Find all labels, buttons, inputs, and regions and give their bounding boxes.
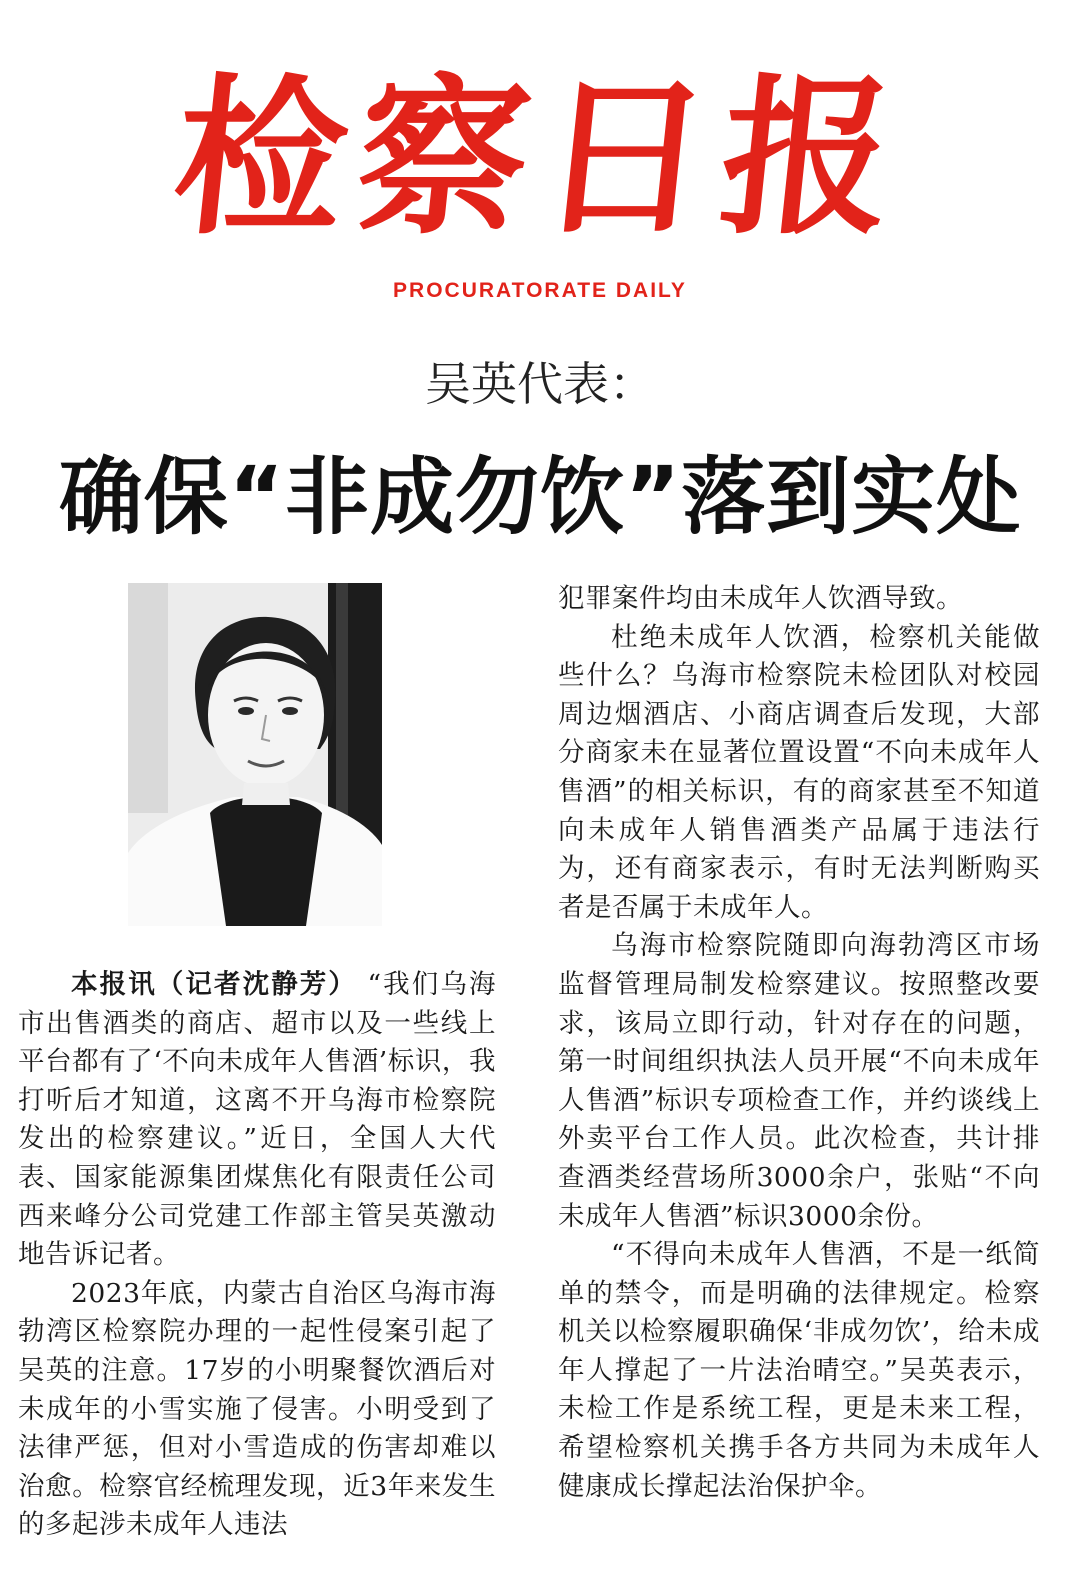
- article-paragraph-2: 2023年底，内蒙古自治区乌海市海勃湾区检察院办理的一起性侵案引起了吴英的注意。17岁的小明聚餐饮酒后对未成年的小雪实施了侵害。小明受到了法律严惩，但对小雪造成的伤害却难以治愈。检察官经梳理发现，近3年来发生的多起涉未成年人违法: [18, 1277, 496, 1541]
- article-left-column: [18, 966, 496, 1545]
- newspaper-english-name: PROCURATORATE DAILY: [393, 279, 687, 302]
- portrait-photo: [128, 583, 382, 926]
- article-paragraph-1: [18, 966, 496, 1275]
- article-paragraph-3: 杜绝未成年人饮酒，检察机关能做些什么？乌海市检察院未检团队对校园周边烟酒店、小商店调查后发现，大部分商家未在显著位置设置“不向未成年人售酒”的相关标识，有的商家甚至不知道向未成年人销售酒类产品属于违法行为，还有商家表示，有时无法判断购买者是否属于未成年人。: [558, 621, 1040, 923]
- article-right-column: [558, 580, 1040, 1506]
- article-byline: 本报讯（记者沈静芳）: [71, 969, 357, 1000]
- article-kicker: 吴英代表：: [425, 357, 655, 411]
- article-paragraph-4: 乌海市检察院随即向海勃湾区市场监督管理局制发检察建议。按照整改要求，该局立即行动，针对存在的问题，第一时间组织执法人员开展“不向未成年人售酒”标识专项检查工作，并约谈线上外卖平台工作人员。此次检查，共计排查酒类经营场所3000余户，张贴“不向未成年人售酒”标识3000余份。: [558, 930, 1040, 1232]
- newspaper-logo: 检察日报: [165, 57, 915, 258]
- article-paragraph-5: “不得向未成年人售酒，不是一纸简单的禁令，而是明确的法律规定。检察机关以检察履职确保‘非成勿饮’，给未成年人撑起了一片法治晴空。”吴英表示，未检工作是系统工程，更是未来工程，希望检察机关携手各方共同为未成年人健康成长撑起法治保护伞。: [558, 1239, 1040, 1502]
- article-paragraph-1-text: “我们乌海市出售酒类的商店、超市以及一些线上平台都有了‘不向未成年人售酒’标识，我打听后才知道，这离不开乌海市检察院发出的检察建议。”近日，全国人大代表、国家能源集团煤焦化有限责任公司西来峰分公司党建工作部主管吴英激动地告诉记者。: [18, 969, 496, 1271]
- article-headline: 确保“非成勿饮”落到实处: [58, 448, 1022, 546]
- article-paragraph-2-continued: 犯罪案件均由未成年人饮酒导致。: [558, 583, 963, 614]
- portrait-photo-icon: [128, 583, 382, 926]
- masthead: [0, 0, 1080, 320]
